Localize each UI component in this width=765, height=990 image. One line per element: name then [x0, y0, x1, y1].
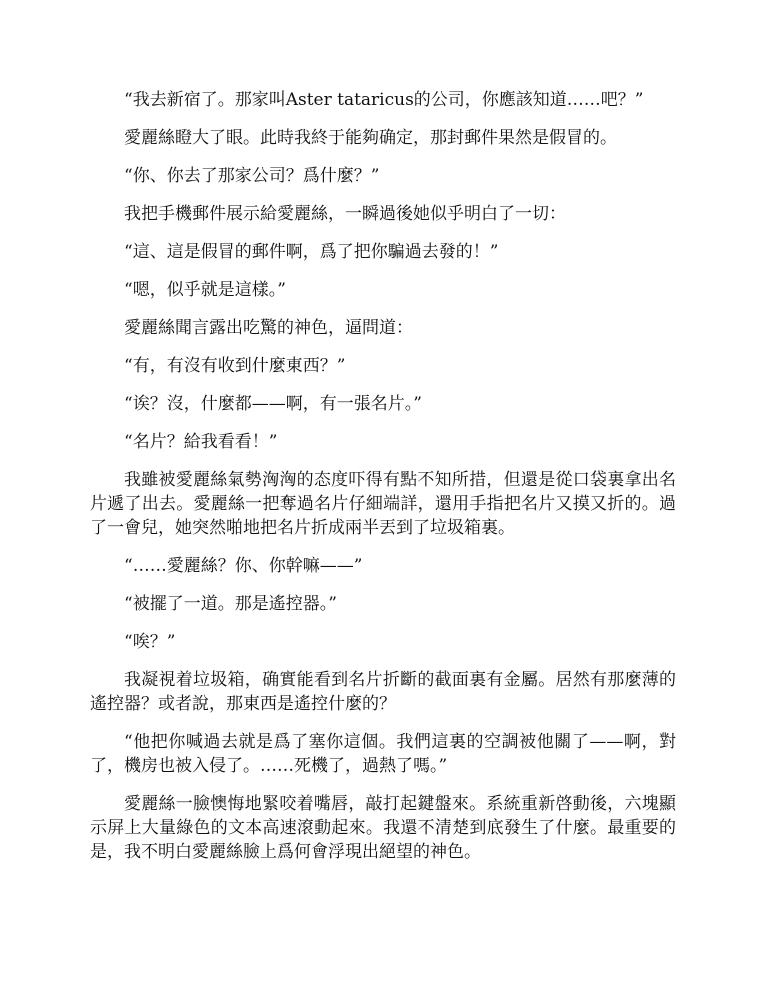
paragraph: “名片？給我看看！”	[124, 432, 278, 452]
paragraph: “被擺了一道。那是遙控器。”	[124, 594, 337, 614]
paragraph: 愛麗絲聞言露出吃驚的神色，逼問道：	[124, 318, 413, 338]
paragraph: 我把手機郵件展示給愛麗絲，一瞬過後她似乎明白了一切：	[124, 204, 566, 224]
paragraph: “有，有沒有收到什麼東西？”	[124, 356, 346, 376]
paragraph: “唉？”	[124, 632, 176, 652]
paragraph: “我去新宿了。那家叫Aster tataricus的公司，你應該知道……吧？”	[124, 90, 644, 110]
paragraph: “這、這是假冒的郵件啊，爲了把你騙過去發的！”	[124, 242, 499, 262]
paragraph: “诶？沒，什麼都——啊，有一張名片。”	[124, 394, 422, 414]
document-body	[90, 88, 676, 878]
paragraph: “他把你喊過去就是爲了塞你這個。我們這裏的空調被他關了——啊，對了，機房也被入侵了。……死機了，過熱了嗎。”	[90, 732, 676, 776]
paragraph: 我雖被愛麗絲氣勢洶洶的态度吓得有點不知所措，但還是從口袋裏拿出名片遞了出去。愛麗絲一把奪過名片仔細端詳，還用手指把名片又摸又折的。過了一會兒，她突然啪地把名片折成兩半丟到了垃圾箱裏。	[90, 470, 676, 538]
paragraph: “……愛麗絲？你、你幹嘛——”	[124, 556, 363, 576]
paragraph: 愛麗絲一臉懊悔地緊咬着嘴唇，敲打起鍵盤來。系統重新啓動後，六塊顯示屏上大量綠色的文本高速滾動起來。我還不清楚到底發生了什麼。最重要的是，我不明白愛麗絲臉上爲何會浮現出絕望的神色。	[90, 794, 676, 862]
paragraph: “嗯，似乎就是這樣。”	[124, 280, 286, 300]
paragraph: “你、你去了那家公司？爲什麼？”	[124, 166, 380, 186]
paragraph: 愛麗絲瞪大了眼。此時我終于能夠确定，那封郵件果然是假冒的。	[124, 128, 617, 148]
paragraph: 我凝視着垃圾箱，确實能看到名片折斷的截面裏有金屬。居然有那麼薄的遙控器？或者說，那東西是遙控什麼的？	[90, 670, 676, 714]
